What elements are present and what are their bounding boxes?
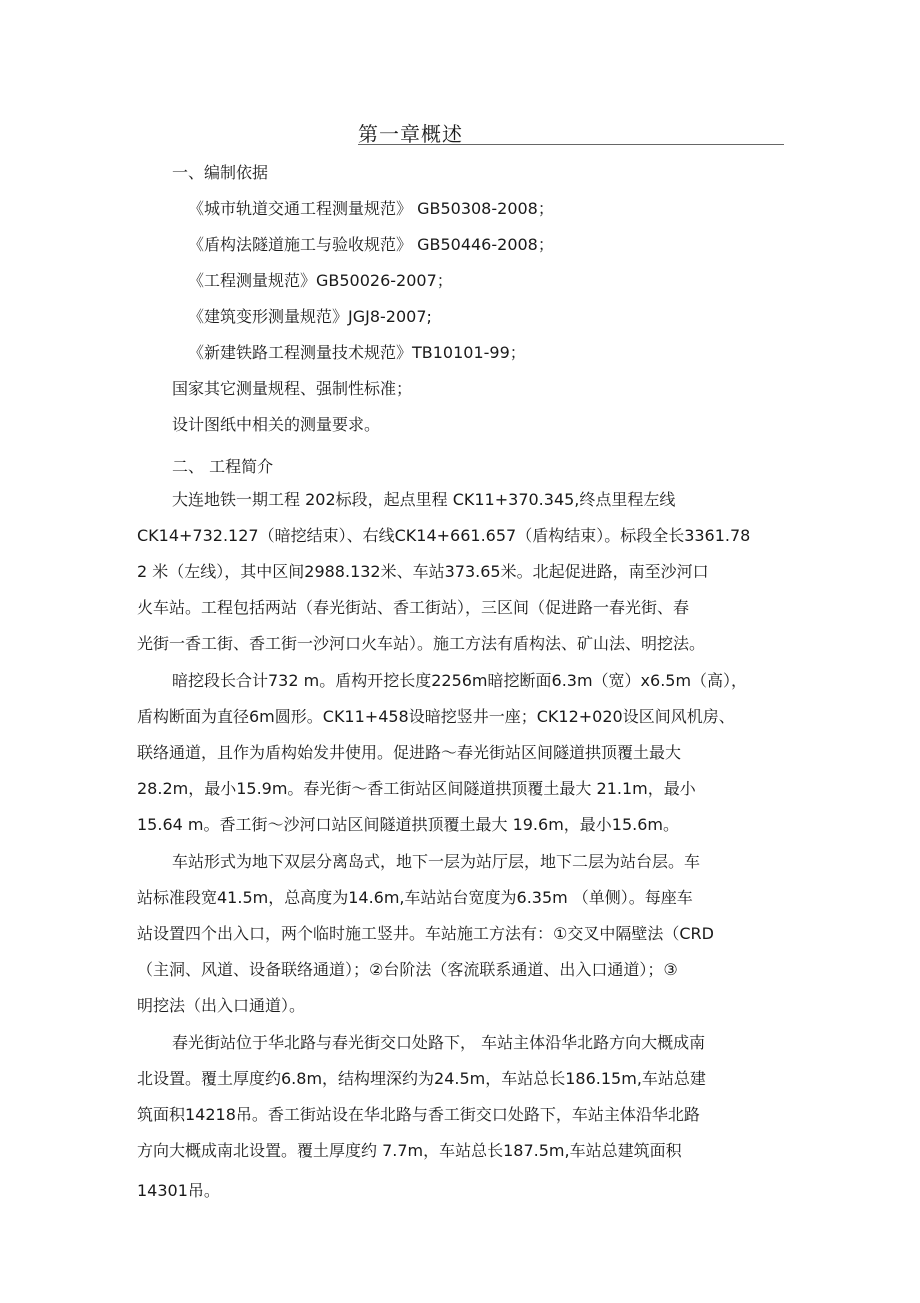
paragraph-line: 暗挖段长合计732 m。盾构开挖长度2256m暗挖断面6.3m（宽）x6.5m（高）， [172,671,748,690]
standard-item: 《盾构法隧道施工与验收规范》 GB50446-2008； [188,235,554,254]
section-heading-basis: 一、编制依据 [172,163,269,182]
paragraph-line: 北设置。覆土厚度约6.8m，结构埋深约为24.5m，车站总长186.15m,车站总建 [137,1069,706,1088]
paragraph-line: 15.64 m。香工街～沙河口站区间隧道拱顶覆土最大 19.6m，最小15.6m。 [137,815,679,834]
paragraph-line: 大连地铁一期工程 202标段，起点里程 CK11+370.345,终点里程左线 [172,490,676,509]
paragraph-line: CK14+732.127（暗挖结束）、右线CK14+661.657（盾构结束）。标段全长3361.78 [137,526,751,545]
paragraph-line: 14301吊。 [137,1181,220,1200]
paragraph-line: 2 米（左线），其中区间2988.132米、车站373.65米。北起促进路，南至沙河口 [137,562,709,581]
paragraph-line: 盾构断面为直径6m圆形。CK11+458设暗挖竖井一座；CK12+020设区间风机房、 [137,707,735,726]
title-underline [358,144,784,145]
chapter-title: 第一章概述 [358,122,463,146]
paragraph-line: 方向大概成南北设置。覆土厚度约 7.7m，车站总长187.5m,车站总建筑面积 [137,1141,682,1160]
paragraph-line: 春光街站位于华北路与春光街交口处路下， 车站主体沿华北路方向大概成南 [172,1033,706,1052]
paragraph-line: 光街一香工街、香工街一沙河口火车站）。施工方法有盾构法、矿山法、明挖法。 [137,634,706,653]
basis-item: 设计图纸中相关的测量要求。 [172,415,381,434]
paragraph-line: （主洞、风道、设备联络通道）；②台阶法（客流联系通道、出入口通道）；③ [137,960,678,979]
paragraph-line: 筑面积14218吊。香工街站设在华北路与香工街交口处路下，车站主体沿华北路 [137,1105,700,1124]
standard-item: 《城市轨道交通工程测量规范》 GB50308-2008； [188,199,554,218]
paragraph-line: 站设置四个出入口，两个临时施工竖井。车站施工方法有：①交叉中隔壁法（CRD [137,924,714,943]
paragraph-line: 车站形式为地下双层分离岛式，地下一层为站厅层，地下二层为站台层。车 [172,852,701,871]
paragraph-line: 28.2m，最小15.9m。春光街～香工街站区间隧道拱顶覆土最大 21.1m，最小 [137,779,696,798]
paragraph-line: 明挖法（出入口通道）。 [137,996,306,1015]
standard-item: 《工程测量规范》GB50026-2007； [188,271,453,290]
standard-item: 《新建铁路工程测量技术规范》TB10101-99； [188,343,526,362]
section-heading-overview: 二、 工程简介 [172,457,274,476]
standard-item: 《建筑变形测量规范》JGJ8-2007; [188,307,432,326]
paragraph-line: 联络通道，且作为盾构始发井使用。促进路～春光街站区间隧道拱顶覆土最大 [137,743,682,762]
paragraph-line: 火车站。工程包括两站（春光街站、香工街站），三区间（促进路一春光街、春 [137,598,690,617]
basis-item: 国家其它测量规程、强制性标准； [172,379,413,398]
paragraph-line: 站标准段宽41.5m，总高度为14.6m,车站站台宽度为6.35m （单侧）。每座车 [137,888,693,907]
